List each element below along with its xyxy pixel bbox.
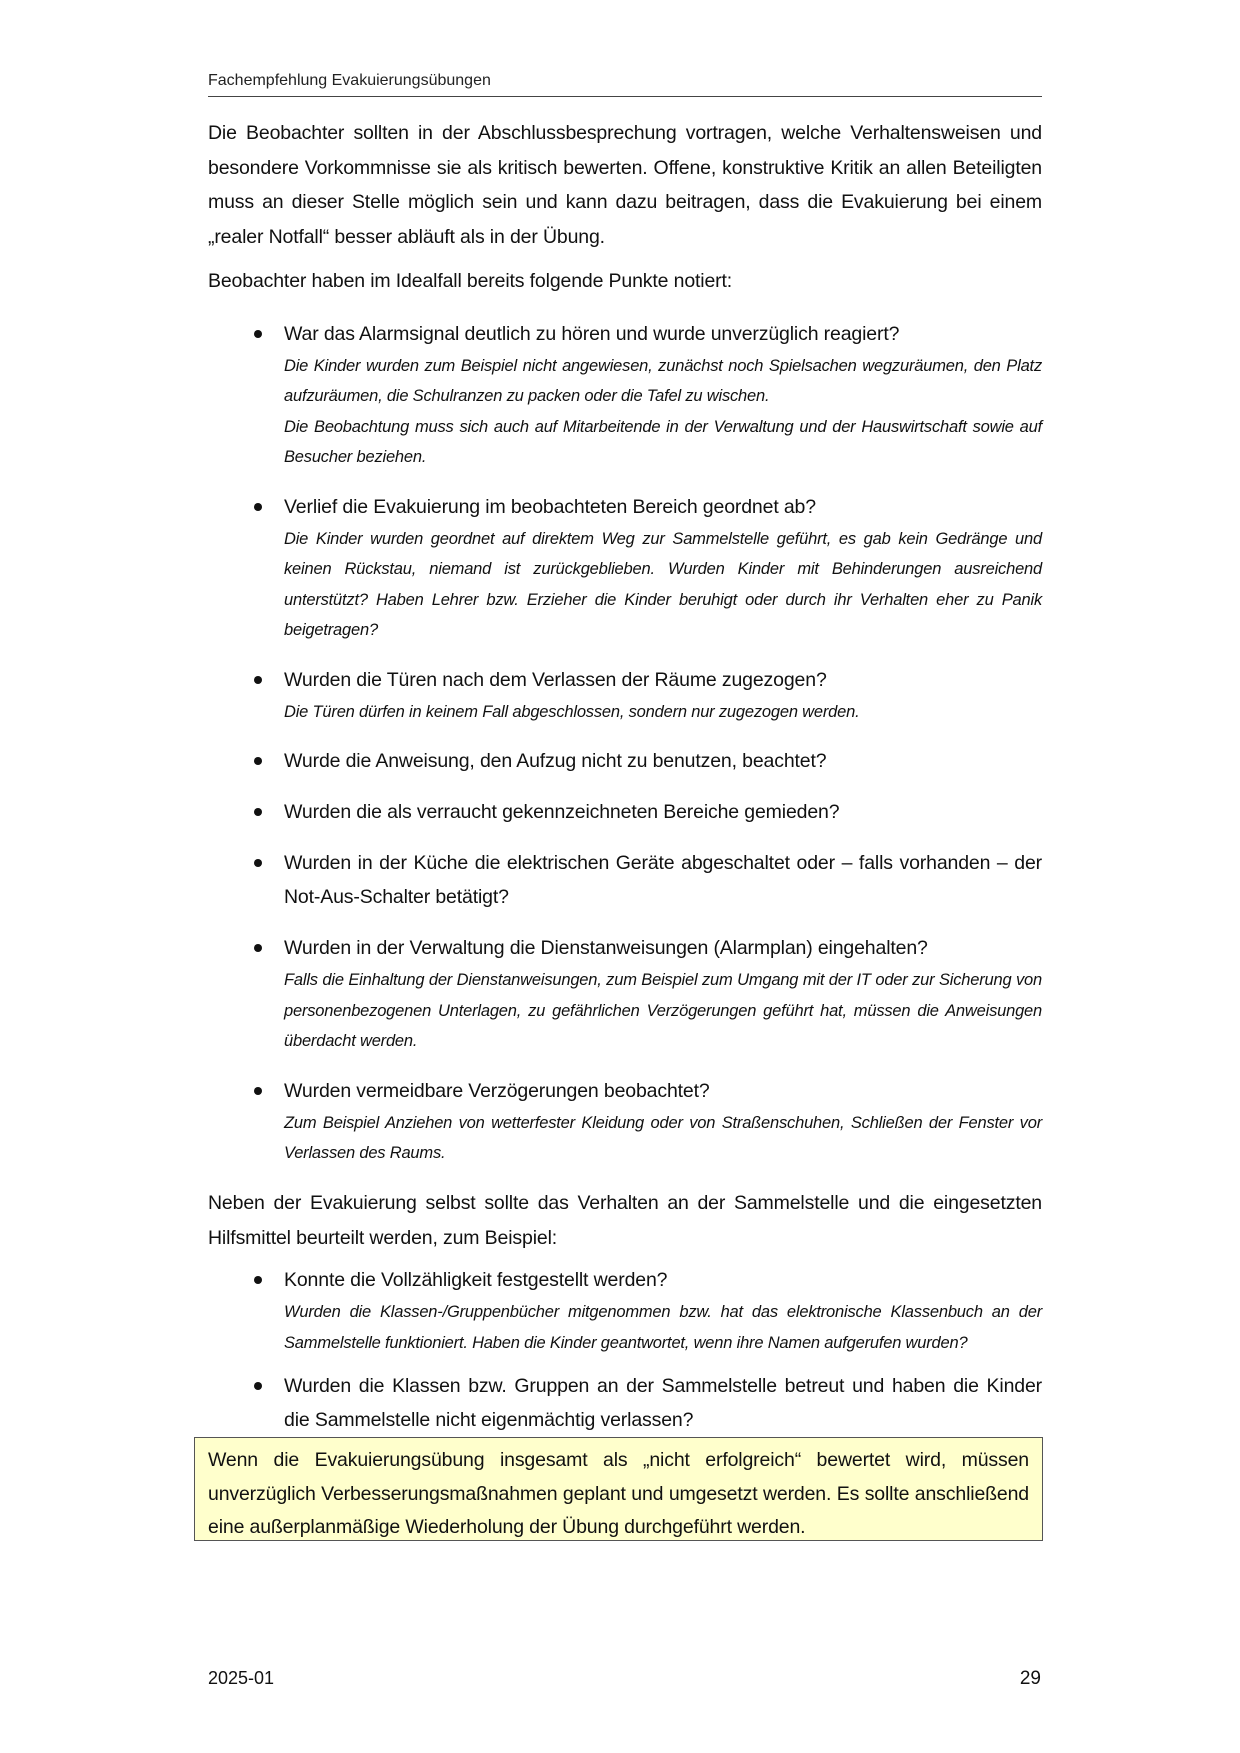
checklist-question: Wurden die Klassen bzw. Gruppen an der Sammelstelle betreut und haben die Kinder die Sammelstelle nicht eigenmächtig verlassen? <box>284 1375 1042 1432</box>
checklist-note: Die Kinder wurden zum Beispiel nicht angewiesen, zunächst noch Spielsachen wegzuräumen, den Platz aufzuräumen, die Schulranzen zu packen oder die Tafel zu wischen. <box>284 356 1042 406</box>
checklist-question: Wurden in der Küche die elektrischen Geräte abgeschaltet oder – falls vorhanden – der Not-Aus-Schalter betätigt? <box>284 852 1042 909</box>
footer-version: 2025-01 <box>208 1668 275 1688</box>
list-item <box>208 1074 1042 1169</box>
bullet-icon <box>254 1276 262 1284</box>
list-item <box>208 663 1042 728</box>
bullet-icon <box>254 808 262 816</box>
checklist-note: Zum Beispiel Anziehen von wetterfester Kleidung oder von Straßenschuhen, Schließen der Fenster vor Verlassen des Raums. <box>284 1113 1042 1163</box>
lead-paragraph: Beobachter haben im Idealfall bereits folgende Punkte notiert: <box>208 270 733 293</box>
checklist-question: Wurde die Anweisung, den Aufzug nicht zu benutzen, beachtet? <box>284 750 827 773</box>
list-item <box>208 1369 1042 1437</box>
header-divider <box>208 96 1042 97</box>
bullet-icon <box>254 676 262 684</box>
list-item <box>208 846 1042 914</box>
bullet-icon <box>254 330 262 338</box>
checklist-question: Wurden die Türen nach dem Verlassen der Räume zugezogen? <box>284 668 827 691</box>
list-item <box>208 1263 1042 1358</box>
intro-paragraph: Die Beobachter sollten in der Abschlussbesprechung vortragen, welche Verhaltensweisen und besondere Vorkommnisse sie als kritisch bewerten. Offene, konstruktive Kritik an allen Beteiligten muss an dieser Stelle möglich sein und kann dazu beitragen, dass die Evakuierung bei einem „realer Notfall“ besser abläuft als in der Übung. <box>208 122 1042 248</box>
checklist-note: Die Türen dürfen in keinem Fall abgeschlossen, sondern nur zugezogen werden. <box>284 702 860 721</box>
page-body <box>208 116 1042 1454</box>
checklist-question: Wurden die als verraucht gekennzeichneten Bereiche gemieden? <box>284 801 840 824</box>
list-item <box>208 931 1042 1057</box>
bullet-icon <box>254 1087 262 1095</box>
checklist-question: Verlief die Evakuierung im beobachteten Bereich geordnet ab? <box>284 495 816 518</box>
observer-checklist <box>208 317 1042 1169</box>
bullet-icon <box>254 503 262 511</box>
checklist-question: War das Alarmsignal deutlich zu hören und wurde unverzüglich reagiert? <box>284 322 900 345</box>
checklist-note: Die Beobachtung muss sich auch auf Mitarbeitende in der Verwaltung und der Hauswirtschaft sowie auf Besucher beziehen. <box>284 417 1042 467</box>
list-item <box>208 317 1042 473</box>
list-item <box>208 490 1042 646</box>
bullet-icon <box>254 1382 262 1390</box>
bullet-icon <box>254 757 262 765</box>
checklist-note: Falls die Einhaltung der Dienstanweisungen, zum Beispiel zum Umgang mit der IT oder zur Sicherung von personenbezogenen Unterlagen, zu gefährlichen Verzögerungen geführt hat, müssen die Anweisungen überdacht werden. <box>284 971 1042 1051</box>
list-item <box>208 744 1042 778</box>
checklist-note: Wurden die Klassen-/Gruppenbücher mitgenommen bzw. hat das elektronische Klassenbuch an der Sammelstelle funktioniert. Haben die Kinder geantwortet, wenn ihre Namen aufgerufen wurden? <box>284 1303 1042 1352</box>
list-item <box>208 795 1042 829</box>
running-header: Fachempfehlung Evakuierungsübungen <box>208 72 491 89</box>
page-number: 29 <box>1019 1668 1041 1689</box>
assembly-checklist <box>208 1263 1042 1437</box>
bullet-icon <box>254 944 262 952</box>
bullet-icon <box>254 859 262 867</box>
callout-text: Wenn die Evakuierungsübung insgesamt als „nicht erfolgreich“ bewertet wird, müssen unverzüglich Verbesserungsmaßnahmen geplant und umgesetzt werden. Es sollte anschließend eine außerplanmäßige Wiederholung der Übung durchgeführt werden. <box>208 1449 1029 1538</box>
assembly-paragraph: Neben der Evakuierung selbst sollte das Verhalten an der Sammelstelle und die eingesetzten Hilfsmittel beurteilt werden, zum Beispiel: <box>208 1191 1042 1249</box>
checklist-question: Wurden in der Verwaltung die Dienstanweisungen (Alarmplan) eingehalten? <box>284 937 928 960</box>
checklist-note: Die Kinder wurden geordnet auf direktem Weg zur Sammelstelle geführt, es gab kein Gedränge und keinen Rückstau, niemand ist zurückgeblieben. Wurden Kinder mit Behinderungen ausreichend unterstützt? Haben Lehrer bzw. Erzieher die Kinder beruhigt oder durch ihr Verhalten eher zu Panik beigetragen? <box>284 529 1042 640</box>
checklist-question: Konnte die Vollzähligkeit festgestellt werden? <box>284 1269 668 1292</box>
checklist-question: Wurden vermeidbare Verzögerungen beobachtet? <box>284 1079 710 1102</box>
highlight-callout-box <box>194 1437 1043 1541</box>
